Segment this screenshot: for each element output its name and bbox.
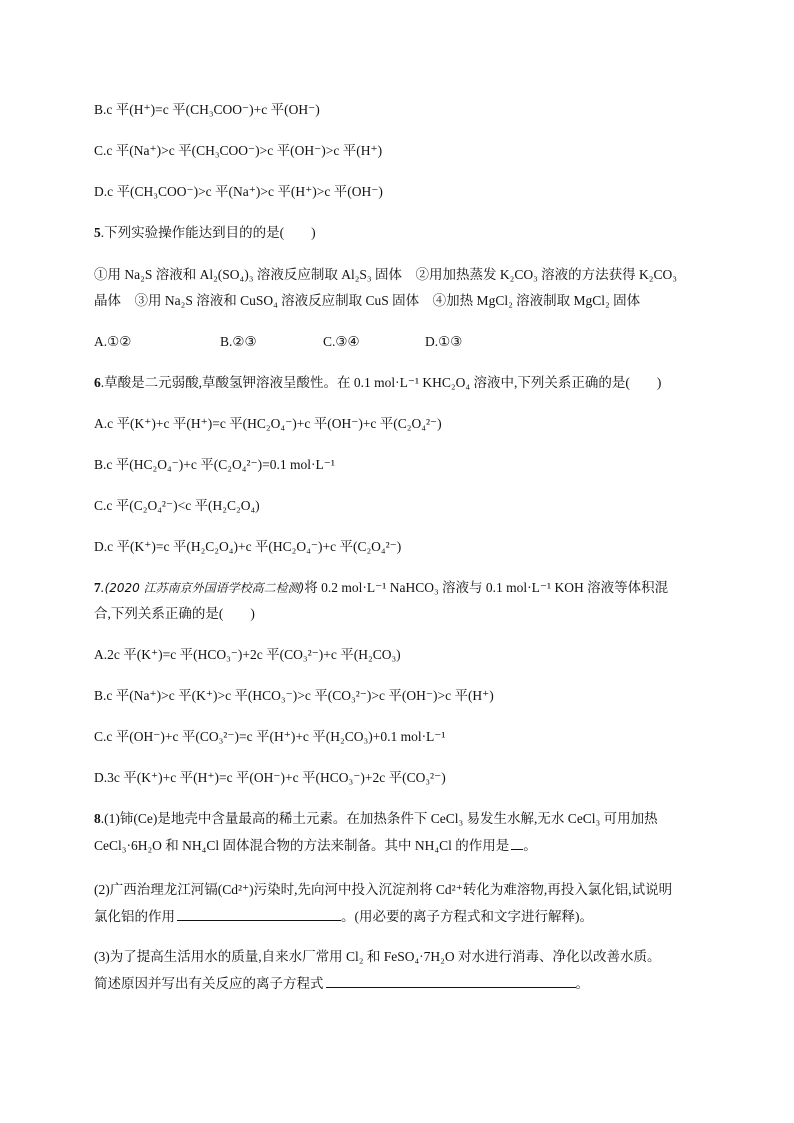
q4-option-c: C.c 平(Na⁺)>c 平(CH₃COO⁻)>c 平(OH⁻)>c 平(H⁺) bbox=[94, 143, 383, 158]
q4-option-d: D.c 平(CH₃COO⁻)>c 平(Na⁺)>c 平(H⁺)>c 平(OH⁻) bbox=[94, 184, 383, 199]
q8-part3-answer-blank[interactable] bbox=[326, 973, 576, 988]
q8-part1-answer-blank[interactable] bbox=[511, 835, 523, 850]
q4-option-b: B.c 平(H⁺)=c 平(CH₃COO⁻)+c 平(OH⁻) bbox=[94, 102, 320, 117]
q7-stem bbox=[94, 578, 668, 598]
q7-source: .(2020 江苏南京外国语学校高二检测) bbox=[100, 581, 305, 595]
q7-option-d: D.3c 平(K⁺)+c 平(H⁺)=c 平(OH⁻)+c 平(HCO₃⁻)+2c 平(CO₃²⁻) bbox=[94, 770, 446, 785]
q5-line1: ①用 Na₂S 溶液和 Al₂(SO₄)₃ 溶液反应制取 Al₂S₃ 固体 ②用加热蒸发 K₂CO₃ 溶液的方法获得 K₂CO₃ bbox=[94, 267, 677, 282]
q5-option-a: A.①② bbox=[94, 334, 132, 349]
q8-part3-end: 。 bbox=[575, 976, 589, 991]
q7-number: 7 bbox=[94, 580, 101, 595]
q5-stem bbox=[94, 223, 316, 243]
q6-number: 6 bbox=[94, 375, 101, 390]
q7-option-c: C.c 平(OH⁻)+c 平(CO₃²⁻)=c 平(H⁺)+c 平(H₂CO₃)+0.1 mol·L⁻¹ bbox=[94, 729, 446, 744]
q5-option-c: C.③④ bbox=[323, 334, 360, 349]
q8-part3-text: 简述原因并写出有关反应的离子方程式 bbox=[94, 976, 324, 991]
q7-option-a: A.2c 平(K⁺)=c 平(HCO₃⁻)+2c 平(CO₃²⁻)+c 平(H₂CO₃) bbox=[94, 647, 401, 662]
q8-part1-text2: CeCl₃·6H₂O 和 NH₄Cl 固体混合物的方法来制备。其中 NH₄Cl 的作用是 bbox=[94, 838, 510, 853]
q6-option-a: A.c 平(K⁺)+c 平(H⁺)=c 平(HC₂O₄⁻)+c 平(OH⁻)+c 平(C₂O₄²⁻) bbox=[94, 416, 442, 431]
q7-stem-text: 将 0.2 mol·L⁻¹ NaHCO₃ 溶液与 0.1 mol·L⁻¹ KOH 溶液等体积混 bbox=[304, 580, 669, 595]
q8-part1-line2 bbox=[94, 835, 537, 856]
q6-option-d: D.c 平(K⁺)=c 平(H₂C₂O₄)+c 平(HC₂O₄⁻)+c 平(C₂O₄²⁻) bbox=[94, 539, 402, 554]
q6-option-b: B.c 平(HC₂O₄⁻)+c 平(C₂O₄²⁻)=0.1 mol·L⁻¹ bbox=[94, 457, 335, 472]
q8-part1-end: 。 bbox=[523, 838, 537, 853]
q5-number: 5 bbox=[94, 225, 101, 240]
q5-option-d: D.①③ bbox=[425, 334, 463, 349]
q8-part3-line2 bbox=[94, 973, 589, 994]
q5-stem-text: .下列实验操作能达到目的的是( ) bbox=[100, 225, 316, 240]
q8-part2-answer-blank[interactable] bbox=[177, 906, 341, 921]
q8-part3-line1: (3)为了提高生活用水的质量,自来水厂常用 Cl₂ 和 FeSO₄·7H₂O 对水进行消毒、净化以改善水质。 bbox=[94, 949, 661, 964]
q7-option-b: B.c 平(Na⁺)>c 平(K⁺)>c 平(HCO₃⁻)>c 平(CO₃²⁻)>c 平(OH⁻)>c 平(H⁺) bbox=[94, 688, 494, 703]
q6-stem bbox=[94, 373, 661, 393]
q8-part1-line1 bbox=[94, 809, 658, 829]
q5-options bbox=[94, 332, 462, 352]
q8-part2-text: 氯化铝的作用 bbox=[94, 909, 175, 924]
q8-number: 8 bbox=[94, 811, 101, 826]
q8-part2-end: 。(用必要的离子方程式和文字进行解释)。 bbox=[341, 909, 593, 924]
q8-part2-line2 bbox=[94, 906, 593, 927]
q8-part2-line1: (2)广西治理龙江河镉(Cd²⁺)污染时,先向河中投入沉淀剂将 Cd²⁺转化为难溶物,再投入氯化铝,试说明 bbox=[94, 882, 673, 897]
q5-option-b: B.②③ bbox=[220, 334, 257, 349]
q5-line2: 晶体 ③用 Na₂S 溶液和 CuSO₄ 溶液反应制取 CuS 固体 ④加热 MgCl₂ 溶液制取 MgCl₂ 固体 bbox=[94, 293, 641, 308]
q8-part1-text: .(1)铈(Ce)是地壳中含量最高的稀土元素。在加热条件下 CeCl₃ 易发生水解,无水 CeCl₃ 可用加热 bbox=[100, 811, 658, 826]
q6-stem-text: .草酸是二元弱酸,草酸氢钾溶液呈酸性。在 0.1 mol·L⁻¹ KHC₂O₄ 溶液中,下列关系正确的是( ) bbox=[100, 375, 662, 390]
q7-stem-line2: 合,下列关系正确的是( ) bbox=[94, 606, 255, 621]
q6-option-c: C.c 平(C₂O₄²⁻)<c 平(H₂C₂O₄) bbox=[94, 498, 260, 513]
